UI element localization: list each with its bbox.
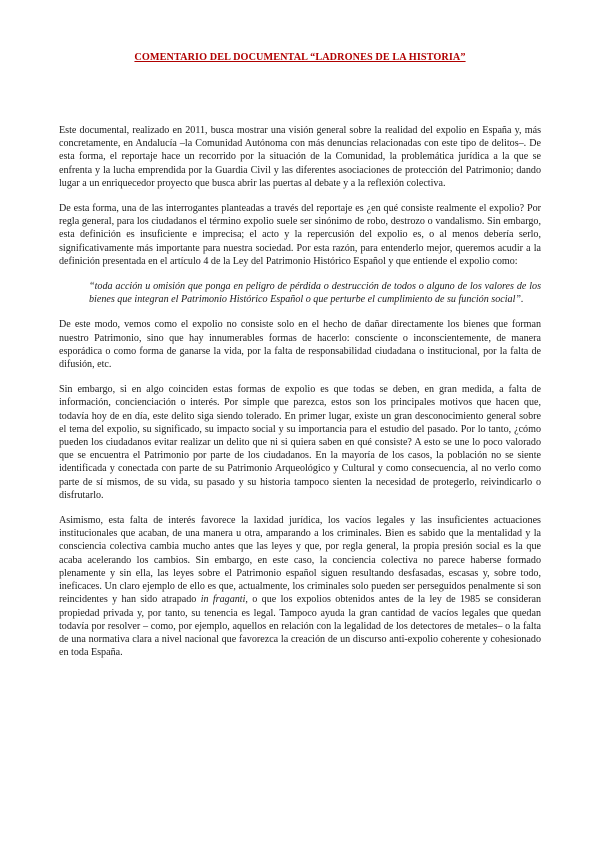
law-quote: “toda acción u omisión que ponga en peligro de pérdida o destrucción de todos o alguno de los valores de los bienes que integran el Patrimonio Histórico Español o que perturbe el cumplimiento de su función social”. bbox=[89, 281, 541, 306]
paragraph-definition: De esta forma, una de las interrogantes planteadas a través del reportaje es ¿en qué consiste realmente el expolio? Por regla general, para los ciudadanos el término expolio suele ser sinónimo de robo, destrozo o vandalismo. Sin embargo, esta definición es insuficiente e imprecisa; el acto y la repercusión del expolio es, o al menos debería serlo, significativamente más importante para nuestra sociedad. Por esta razón, para entenderlo mejor, queremos acudir a la definición presentada en el artículo 4 de la Ley del Patrimonio Histórico Español y que entiende el expolio como: bbox=[59, 203, 541, 267]
paragraph-forms: De este modo, vemos como el expolio no consiste solo en el hecho de dañar directamente los bienes que forman nuestro Patrimonio, sino que hay innumerables formas de hacerlo: consciente o inconscientemente, de manera esporádica o como forma de ganarse la vida, por la falta de responsabilidad ciudadana o institucional, por la falta de difusión, etc. bbox=[59, 319, 541, 371]
paragraph-legal-part2: , o que los expolios obtenidos antes de la ley de 1985 se consideran propiedad privada y, por tanto, su tenencia es legal. Tampoco ayuda la gran cantidad de vacíos legales que quedan todavía por resolver – como, por ejemplo, aquellos en relación con la legalidad de los detectores de metales– o la falta de una normativa clara a nivel nacional que favorezca la creación de un discurso anti-expolio coherente y cohesionado en toda España. bbox=[59, 594, 542, 659]
paragraph-causes: Sin embargo, si en algo coinciden estas formas de expolio es que todas se deben, en gran medida, a falta de información, concienciación o interés. Por simple que parezca, estos son los principales motivos que hacen que, todavía hoy de en día, este delito siga siendo tolerado. En primer lugar, existe un gran desconocimiento general sobre el tema del expolio, su significado, su impacto social y su importancia para el estudio del pasado. Por lo tanto, ¿cómo pueden los ciudadanos evitar realizar un delito que ni si quiera saben en qué consiste? A esto se une lo poco valorado que se encuentra el Patrimonio por parte de los ciudadanos. En la mayoría de los casos, la población no se siente identificada y conectada con parte de su Patrimonio Arqueológico y Cultural y como consecuencia, al no verlo como parte de sí mismos, de su vida, su pasado y su historia tampoco sienten la necesidad de protegerlo, reivindicarlo o disfrutarlo. bbox=[59, 384, 541, 501]
paragraph-legal-italic: in fraganti bbox=[200, 594, 246, 606]
paragraph-intro: Este documental, realizado en 2011, busca mostrar una visión general sobre la realidad del expolio en España y, más concretamente, en Andalucía –la Comunidad Autónoma con más denuncias relacionadas con este tipo de delitos–. De esta forma, el reportaje hace un recorrido por la situación de la Comunidad, la problemática jurídica a la que se enfrenta y la lucha emprendida por la Guardia Civil y las diferentes asociaciones de protección del Patrimonio; dando lugar a un enriquecedor proyecto que busca abrir las puertas al debate y a la reflexión colectiva. bbox=[59, 125, 541, 189]
paragraph-legal-part1: Asimismo, esta falta de interés favorece la laxidad jurídica, los vacíos legales y las insuficientes actuaciones institucionales que acaban, de una manera u otra, amparando a los criminales. Bien es sabido que la mentalidad y la consciencia colectiva cambia mucho antes que las leyes y que, por regla general, la propia presión social es la que acaba acelerando los cambios. Sin embargo, en este caso, la conciencia colectiva no parece haberse formado plenamente y sin ella, las leyes sobre el Patrimonio español siguen resultando desfasadas, escasas y, sobre todo, ineficaces. Un claro ejemplo de ello es que, actualmente, los criminales solo pueden ser perseguidos penalmente si son reincidentes y han sido atrapado bbox=[59, 515, 541, 606]
paragraph-legal bbox=[59, 514, 541, 659]
document-title: COMENTARIO DEL DOCUMENTAL “LADRONES DE LA HISTORIA” bbox=[134, 52, 466, 63]
